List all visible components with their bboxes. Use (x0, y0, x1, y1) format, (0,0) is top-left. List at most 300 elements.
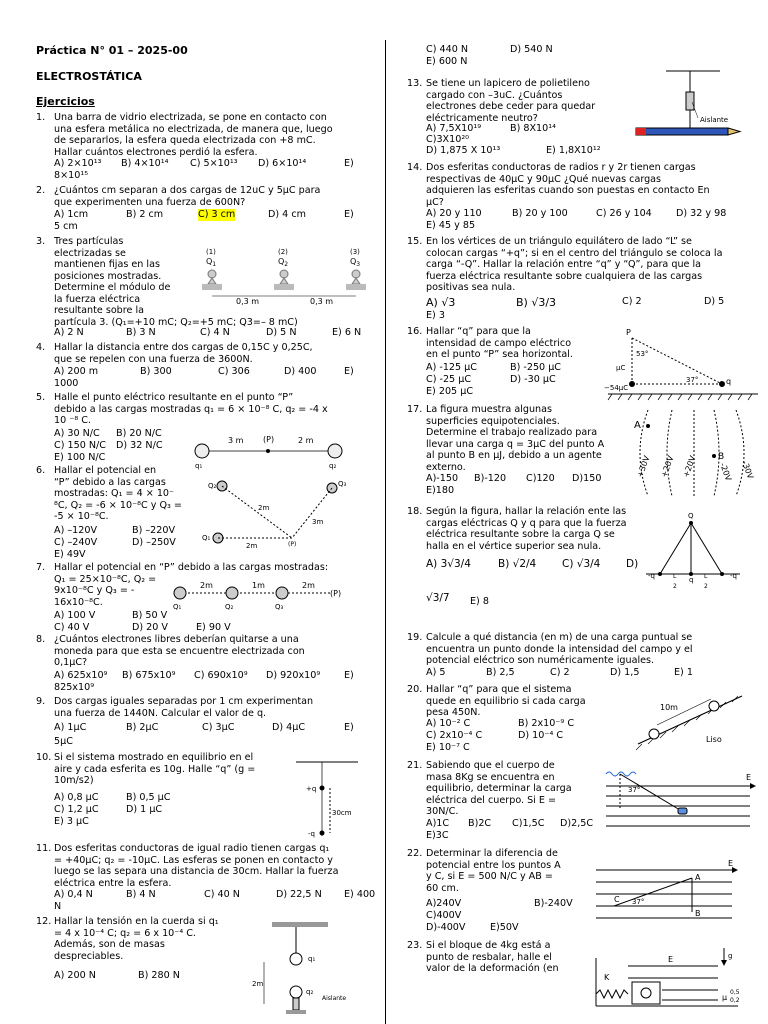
question-line: 60 cm. (426, 882, 459, 894)
option: A) 2 N (54, 327, 84, 338)
question-number: 22. (407, 848, 423, 859)
question-number: 4. (36, 342, 46, 353)
charge-sphere-3 (352, 270, 360, 278)
question-line: potencial eléctrico son numéricamente iguales. (426, 655, 655, 666)
charge-q3 (276, 587, 288, 599)
column-divider (385, 40, 386, 1024)
question-line: debido a las cargas mostradas q₁ = 6 × 10⁻⁸ C, q₂ = -4 x (54, 403, 328, 415)
question-line: Si el bloque de 4kg está a (426, 940, 551, 951)
option: B) 3 N (126, 327, 156, 338)
side-left (660, 523, 691, 574)
question-line: llevar una carga q = 3μC del punto A (426, 438, 605, 450)
base-1 (202, 284, 222, 290)
length-divisor-right: 2 (704, 583, 708, 590)
option: E) 90 V (196, 622, 231, 633)
point-p-label: (P) (263, 435, 275, 444)
question-number: 10. (36, 752, 52, 763)
stand-3 (352, 278, 360, 284)
distance-3: 2m (302, 581, 315, 590)
option: A) 625x10⁹ (54, 670, 108, 681)
figure-hanging-charges (288, 758, 370, 840)
option-highlighted: C) 3 cm (198, 209, 236, 220)
question-line: punto de resbalar, halle el (426, 951, 552, 963)
option: B) 20 y 100 (512, 208, 568, 219)
question-line: eléctrica resultante sobre la carga Q se (426, 529, 615, 540)
figure-two-charges-line (190, 432, 350, 472)
question-number: 12. (36, 916, 52, 927)
option: B) 4×10¹⁴ (121, 158, 169, 169)
distance-2: 0,3 m (310, 297, 334, 306)
option: E) 10⁻⁷ C (426, 742, 470, 753)
option: B) 0,5 μC (126, 792, 171, 803)
figure-three-charges (200, 244, 370, 308)
option: B) -250 μC (510, 362, 561, 373)
friction-label: μ (722, 993, 728, 1002)
option: D) 10⁻⁴ C (518, 730, 564, 741)
option: D)150 (572, 473, 602, 484)
support-base (286, 1010, 306, 1014)
figure-incline (630, 688, 760, 752)
label-right: -q (730, 572, 737, 580)
option: E) 3 (426, 310, 445, 321)
option: A) 20 y 110 (426, 208, 482, 219)
angle-label: 37° (628, 786, 641, 794)
length-label-right: L (704, 573, 708, 580)
option: E)180 (426, 485, 455, 496)
option: E) (344, 366, 354, 377)
option: E) 8 (470, 596, 489, 607)
figure-field-triangle (598, 326, 760, 406)
label-1: (1) (206, 248, 216, 256)
question-line: eléctrica del cuerpo. Si E = (426, 794, 557, 806)
label-bottom-charge: -q (308, 830, 315, 838)
option: E) 49V (54, 549, 86, 560)
figure-pen (628, 66, 758, 142)
option: A) 0,8 μC (54, 792, 99, 803)
question-number: 14. (407, 162, 423, 173)
surface-1 (640, 410, 648, 496)
stand-1 (208, 278, 216, 284)
question-line: -5 × 10⁻⁸C. (54, 511, 109, 522)
charge-label-3: $Q_3$ (350, 257, 361, 268)
option: B) 4 N (126, 889, 156, 900)
question-line: eléctricamente neutro? (426, 112, 538, 124)
question-line: “P” debido a las cargas (54, 476, 166, 488)
option: C)120 (526, 473, 555, 484)
charge-q-label: q (726, 377, 732, 386)
option: C) 26 y 104 (596, 208, 652, 219)
option: B)-240V (534, 898, 573, 909)
option: A) 2×10¹³ (54, 158, 102, 169)
point-a (646, 424, 650, 428)
page-title: Práctica N° 01 – 2025-00 (36, 44, 188, 57)
question-line: posiciones mostradas. (54, 270, 162, 282)
question-line: En los vértices de un triángulo equilátero de lado “L” se (426, 236, 692, 247)
charge-label-2: $Q_2$ (278, 257, 289, 268)
question-line: una esfera metálica no electrizada, de manera que, luego (54, 123, 333, 135)
option: E) 400 (344, 889, 376, 900)
option: A) 1μC (54, 722, 87, 733)
figure-equipotentials (628, 408, 762, 498)
option: 5μC (54, 736, 73, 747)
label-q1: Q₁ (202, 534, 211, 542)
question-line: 9x10⁻⁸C y Q₃ = - (54, 585, 135, 596)
length-label-left: L (673, 573, 677, 580)
section-heading: Ejercicios (36, 95, 95, 108)
question-line: ¿Cuántos electrones libres deberían quitarse a una (54, 634, 299, 645)
option: B) 2μC (126, 722, 159, 733)
option: A) -125 μC (426, 362, 477, 373)
gravity-label: g (728, 952, 733, 960)
charge-label-1: $Q_1$ (206, 257, 217, 268)
charge-left (629, 381, 635, 387)
option: D) 1,875 X 10¹³ (426, 145, 501, 156)
field-label: E (746, 773, 752, 782)
option: B) 2 cm (126, 209, 164, 220)
option: D) (626, 558, 639, 570)
option: D) 5 (704, 296, 725, 307)
option: C) 40 N (204, 889, 240, 900)
option: E) 600 N (426, 56, 468, 67)
option: A) 100 V (54, 610, 96, 621)
option: B)2C (468, 818, 492, 829)
option: A) 30 N/C (54, 428, 100, 439)
question-line: Dos esferitas conductoras de igual radio tienen cargas q₁ (54, 843, 330, 854)
charge-left (658, 572, 662, 576)
question-line: Determine el módulo de (54, 282, 171, 293)
question-number: 8. (36, 634, 46, 645)
question-number: 19. (407, 632, 423, 643)
option: D) 32 y 98 (676, 208, 727, 219)
question-line: Q₁ = 25×10⁻⁸C, Q₂ = (54, 573, 157, 585)
option: C) 440 N (426, 44, 469, 55)
option: C) 40 V (54, 622, 90, 633)
option: A) 200 m (54, 366, 99, 377)
question-line: en el punto “P” sea horizontal. (426, 349, 573, 360)
question-line: una fuerza de 1440N. Calcular el valor de q. (54, 707, 267, 719)
charge-q2 (226, 587, 238, 599)
option: C)3X10²⁰ (426, 134, 470, 145)
label-q2: Q₂ (225, 603, 234, 611)
option: √3/7 (426, 592, 450, 604)
question-line: Si el sistema mostrado en equilibrio en el (54, 752, 254, 763)
option: E) (344, 670, 354, 681)
option: B) –220V (132, 525, 176, 536)
option: A) 1cm (54, 209, 89, 220)
insulator-label: Aislante (700, 116, 729, 124)
hypotenuse (632, 338, 722, 384)
option: B) 8X10¹⁴ (510, 123, 556, 134)
point-b-label: B (695, 909, 701, 918)
distance-2: 1m (252, 581, 265, 590)
question-line: partícula 3. (Q₁=+10 mC; Q₂=+5 mC; Q3=– 8 mC) (54, 316, 298, 328)
question-line: externo. (426, 461, 466, 473)
question-number: 7. (36, 562, 46, 573)
question-line: Se tiene un lapicero de polietileno (426, 78, 590, 89)
field-label: E (668, 955, 674, 964)
label-q1: q₁ (308, 955, 316, 963)
distance-label: 10m (660, 703, 678, 712)
question-line: Hallar el potencial en “P” debido a las cargas mostradas: (54, 562, 329, 573)
potential-5: -30V (740, 459, 755, 481)
question-line: luego se las separa una distancia de 30cm. Hallar la fuerza (54, 866, 339, 877)
label-3: (3) (350, 248, 360, 256)
charge-q1 (195, 444, 209, 458)
ceiling (272, 922, 328, 927)
option: 5 cm (54, 221, 78, 232)
question-number: 13. (407, 78, 423, 89)
option: B) 20 N/C (116, 428, 162, 439)
option: 8×10¹⁵ (54, 170, 89, 181)
question-line: fuerza eléctrica resultante sobre cualquiera de las cargas (426, 270, 703, 282)
question-line: Además, son de masas (54, 939, 165, 950)
question-line: la fuerza eléctrica (54, 293, 141, 305)
question-line: Hallar el potencial en (54, 465, 157, 476)
distance-2: 2 m (298, 436, 314, 445)
option: D) 20 V (132, 622, 168, 633)
mass-body (678, 808, 687, 814)
question-number: 11. (36, 843, 52, 854)
option: E) 100 N/C (54, 452, 106, 463)
option: D) -30 μC (510, 374, 556, 385)
option: D) 4μC (272, 722, 306, 733)
question-line: mantienen fijas en las (54, 259, 160, 270)
point-b-label: B (718, 452, 725, 462)
option: A) 0,4 N (54, 889, 93, 900)
question-line: y C, si E = 500 N/C y AB = (426, 871, 553, 882)
label-2: (2) (278, 248, 288, 256)
option: D) 32 N/C (116, 440, 163, 451)
option: A)1C (426, 818, 450, 829)
option: E) 3 μC (54, 816, 89, 827)
point-a-label: A (695, 873, 701, 882)
field-label: E (728, 859, 734, 868)
point-b (712, 454, 716, 458)
option: B) 675x10⁹ (122, 670, 176, 681)
charge-Q-label: Q (688, 512, 694, 520)
question-line: valor de la deformación (en (426, 963, 559, 974)
distance-1: 2m (200, 581, 213, 590)
charge-q1 (174, 587, 186, 599)
base-3 (346, 284, 366, 290)
option: D)-400V (426, 922, 466, 933)
option: E) (344, 722, 354, 733)
pen-body (636, 128, 728, 135)
distance-q3: 3m (312, 518, 324, 526)
option: E) 205 μC (426, 386, 474, 397)
figure-potential-difference (588, 858, 748, 924)
distance-q2: 2m (258, 504, 270, 512)
point-p (266, 449, 270, 453)
label-left: -q (648, 572, 655, 580)
question-line: = 4 x 10⁻⁴ C; q₂ = 6 x 10⁻⁴ C. (54, 927, 196, 939)
option: N (54, 901, 62, 912)
option: A) 3√3/4 (426, 558, 471, 570)
question-line: Calcule a qué distancia (en m) de una carga puntual se (426, 632, 693, 643)
label-q1: Q₁ (173, 603, 182, 611)
friction-kinetic: 0,2 (730, 997, 740, 1004)
distance-1: 0,3 m (236, 297, 260, 306)
distance-q1: 2m (246, 542, 258, 550)
question-line: 10 ⁻⁸ C. (54, 415, 91, 426)
question-line: equilibrio, determinar la carga (426, 783, 572, 794)
question-number: 6. (36, 465, 46, 476)
distance-label: 30cm (332, 809, 352, 817)
length-divisor-left: 2 (673, 583, 677, 590)
question-line: electrizadas se (54, 247, 126, 259)
option: E)3C (426, 830, 449, 841)
incline-hatching (636, 696, 738, 750)
question-line: respectivas de 40μC y 90μC ¿Qué nuevas cargas (426, 173, 662, 185)
question-line: 0,1μC? (54, 657, 88, 668)
question-line: superficies equipotenciales. (426, 415, 560, 427)
arrow-head (750, 783, 756, 789)
question-line: Dos esferitas conductoras de radios r y 2r tienen cargas (426, 162, 696, 173)
option: A) √3 (426, 296, 456, 309)
question-line: al punto B en μJ, debido a un agente (426, 450, 602, 461)
question-line: Hallar cuántos electrones perdió la esfera. (54, 146, 258, 158)
question-line: pesa 450N. (426, 707, 481, 718)
option: C)400V (426, 910, 462, 921)
question-number: 16. (407, 326, 423, 337)
question-number: 3. (36, 236, 46, 247)
line-q2-p (222, 486, 292, 538)
option: C) 5×10¹³ (190, 158, 238, 169)
figure-tension-charges (250, 922, 368, 1022)
question-line: potencial entre los puntos A (426, 859, 561, 871)
point-a-label: A (634, 420, 641, 431)
question-line: Tres partículas (54, 236, 124, 247)
spring-label: K (604, 973, 610, 982)
point-p-label: (P) (330, 589, 342, 598)
question-number: 17. (407, 404, 423, 415)
option: C) –240V (54, 537, 98, 548)
question-line: 30N/C. (426, 806, 459, 817)
option: B)-120 (474, 473, 507, 484)
charge-unit-label: μC (616, 364, 626, 372)
option: D) 6×10¹⁴ (258, 158, 307, 169)
option: A)-150 (426, 473, 459, 484)
question-line: quede en equilibrio si cada carga (426, 695, 586, 707)
point-p-label: P (626, 328, 631, 337)
ceiling (606, 772, 636, 776)
stand-2 (280, 278, 288, 284)
question-line: encuentra un punto donde la intensidad del campo y el (426, 643, 693, 655)
line-q3-p (292, 488, 332, 538)
option: C) 306 (218, 366, 250, 377)
option: E) 1,8X10¹² (546, 145, 601, 156)
charge-upper (709, 701, 719, 711)
option: A) 5 (426, 667, 446, 678)
option: C) √3/4 (562, 558, 601, 570)
question-line: μC? (426, 196, 444, 208)
question-line: masa 8Kg se encuentra en (426, 771, 555, 783)
question-number: 9. (36, 696, 46, 707)
question-line: Dos cargas iguales separadas por 1 cm experimentan (54, 696, 314, 707)
option: C) 3μC (202, 722, 235, 733)
option: B) 2x10⁻⁹ C (518, 718, 575, 729)
option: C) -25 μC (426, 374, 472, 385)
question-line: Hallar la tensión en la cuerda si q₁ (54, 916, 219, 927)
insulating-support (293, 998, 299, 1010)
label-q2: q₂ (329, 462, 337, 470)
spring (596, 990, 628, 998)
option: D) 540 N (510, 44, 553, 55)
charge-q2 (290, 986, 302, 998)
option: A)240V (426, 898, 462, 909)
charge-lower (649, 729, 659, 739)
option: A) 10⁻² C (426, 718, 471, 729)
question-line: positivas sea nula. (426, 282, 516, 293)
option: C) 2 (622, 296, 642, 307)
point-p-label: (P) (288, 541, 297, 548)
surface-2 (667, 410, 672, 496)
option: A) 200 N (54, 970, 96, 981)
option: C) 4 N (200, 327, 230, 338)
option: B) √3/3 (516, 296, 557, 309)
distance-label: 2m (252, 980, 264, 988)
option: D) 920x10⁹ (266, 670, 321, 681)
question-number: 2. (36, 185, 46, 196)
angle-53: 53° (636, 350, 649, 358)
option: C) 1,2 μC (54, 804, 99, 815)
option: A) 7,5X10¹⁹ (426, 123, 482, 134)
option: E) 1 (674, 667, 693, 678)
option: E)50V (490, 922, 519, 933)
question-line: = +40μC; q₂ = -10μC. Las esferas se ponen en contacto y (54, 854, 333, 866)
question-line: eléctrica entre la esfera. (54, 877, 172, 889)
question-number: 20. (407, 684, 423, 695)
question-line: ¿Cuántos cm separan a dos cargas de 12uC y 5μC para (54, 185, 321, 196)
option: B) 300 (140, 366, 172, 377)
option: D) 1 μC (126, 804, 163, 815)
option: B) √2/4 (498, 558, 537, 570)
figure-block-spring (588, 944, 764, 1016)
option: C) 150 N/C (54, 440, 106, 451)
question-line: que experimenten una fuerza de 600N? (54, 196, 246, 208)
figure-three-charges-triangle (196, 474, 356, 554)
potential-1: +30V (635, 454, 652, 479)
question-line: que se repelen con una fuerza de 3600N. (54, 353, 253, 365)
question-line: Hallar “q” para que el sistema (426, 684, 572, 695)
option: D)2,5C (560, 818, 594, 829)
friction-static: 0,5 (730, 989, 740, 996)
option: D) 4 cm (268, 209, 306, 220)
question-line: resultante sobre la (54, 305, 145, 316)
question-line: halla en el vértice superior sea nula. (426, 540, 602, 552)
figure-hanging-mass-field (600, 770, 760, 834)
option: 825x10⁹ (54, 682, 95, 693)
question-line: de separarlos, la esfera queda electrizada con +8 mC. (54, 135, 316, 146)
bottom-charge (320, 831, 325, 836)
question-line: La figura muestra algunas (426, 404, 552, 415)
question-line: carga “-Q”. Hallar la relación entre “q” y “Q”, para que la (426, 259, 702, 270)
question-number: 1. (36, 112, 46, 123)
question-number: 21. (407, 760, 423, 771)
option: C)1,5C (512, 818, 545, 829)
question-line: Hallar “q” para que la (426, 326, 531, 337)
option: E) (344, 209, 354, 220)
question-line: despreciables. (54, 950, 124, 962)
label-q3: Q₃ (338, 480, 347, 488)
option: B) 280 N (138, 970, 180, 981)
charge-q (719, 381, 725, 387)
label-q1: q₁ (195, 462, 203, 470)
option: C) 2 (550, 667, 570, 678)
figure-charge-triangle (640, 508, 750, 592)
question-line: Halle el punto eléctrico resultante en el punto “P” (54, 392, 294, 403)
question-line: intensidad de campo eléctrico (426, 337, 572, 349)
